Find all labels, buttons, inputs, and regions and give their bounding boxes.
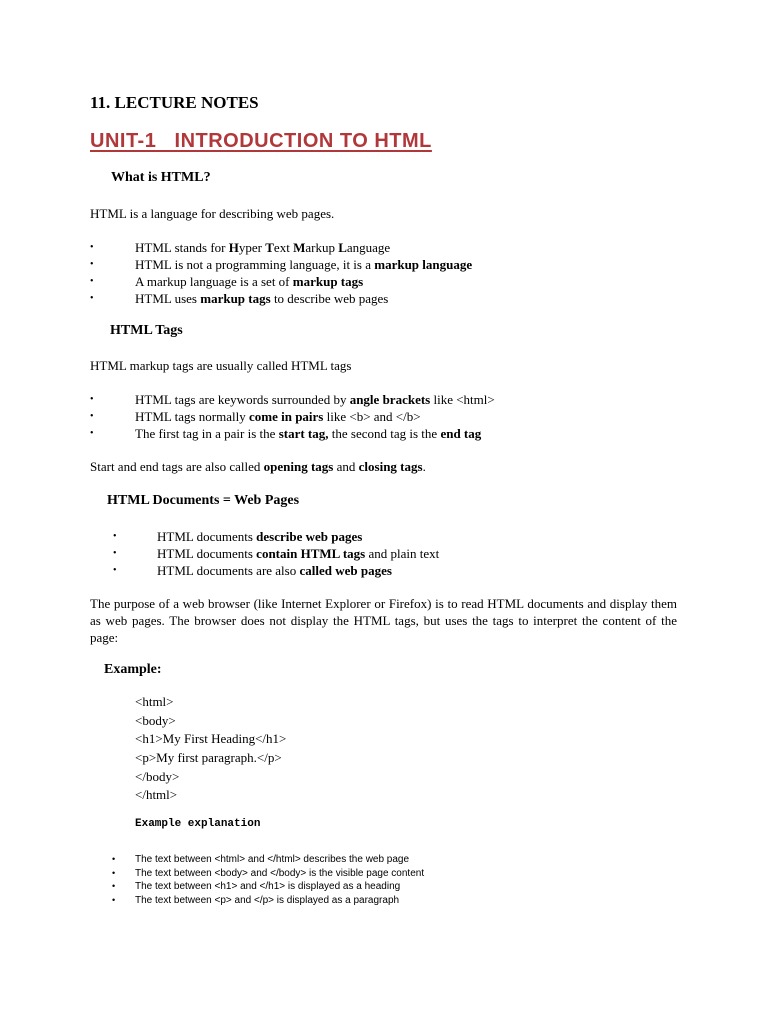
example-explanation-list — [112, 853, 424, 907]
html-tags-heading: HTML Tags — [110, 323, 183, 338]
list-item — [113, 528, 439, 545]
text-run: ext — [273, 240, 294, 255]
bullet-icon: • — [90, 293, 94, 304]
text-run: The first tag in a pair is the — [135, 426, 279, 441]
list-item — [90, 256, 472, 273]
text-run: like <b> and </b> — [323, 409, 421, 424]
list-item — [112, 880, 424, 894]
code-line: <h1>My First Heading</h1> — [135, 731, 287, 747]
lecture-notes-title: 11. LECTURE NOTES — [90, 93, 259, 112]
list-item — [90, 391, 495, 408]
list-item-text: The text between <h1> and </h1> is displayed as a heading — [135, 881, 401, 892]
bold-text: markup tags — [292, 274, 364, 289]
bold-text: T — [265, 240, 274, 255]
bold-text: describe web pages — [256, 529, 363, 544]
bullet-icon: • — [112, 854, 116, 864]
list-item — [90, 425, 495, 442]
text-run: HTML tags normally — [135, 409, 249, 424]
code-line: <body> — [135, 712, 176, 728]
what-is-html-heading: What is HTML? — [111, 170, 211, 185]
bold-text: closing tags — [358, 459, 423, 474]
bold-text: H — [228, 240, 239, 255]
bold-text: end tag — [440, 426, 482, 441]
text-run: HTML stands for — [135, 240, 229, 255]
html-tags-intro: HTML markup tags are usually called HTML tags — [90, 358, 352, 373]
list-item — [90, 273, 472, 290]
bullet-icon: • — [113, 531, 117, 542]
what-is-html-intro: HTML is a language for describing web pages. — [90, 206, 335, 221]
code-line: </body> — [135, 768, 180, 784]
bold-text: contain HTML tags — [256, 546, 366, 561]
text-run: HTML tags are keywords surrounded by — [135, 392, 350, 407]
bullet-icon: • — [90, 259, 94, 270]
example-heading: Example: — [104, 662, 162, 677]
bullet-icon: • — [90, 411, 94, 422]
list-item — [113, 562, 439, 579]
bullet-icon: • — [112, 867, 116, 878]
html-tags-bullets — [90, 391, 495, 442]
bullet-icon: • — [90, 394, 94, 405]
list-item-text: The text between <p> and </p> is displayed as a paragraph — [135, 894, 400, 906]
bullet-icon: • — [90, 242, 94, 253]
list-item — [112, 894, 424, 908]
text-run: and — [333, 459, 359, 474]
text-run: A markup language is a set of — [135, 274, 293, 289]
list-item-text: The text between <html> and </html> describes the web page — [135, 854, 410, 865]
text-run: Start and end tags are also called — [90, 459, 264, 474]
text-run: HTML documents — [157, 546, 257, 561]
text-run: anguage — [346, 240, 391, 255]
list-item — [112, 867, 424, 881]
list-item — [112, 853, 424, 867]
list-item — [113, 545, 439, 562]
bold-text: called web pages — [299, 563, 392, 578]
unit-title: UNIT-1 INTRODUCTION TO HTML — [90, 130, 432, 152]
text-run: and plain text — [365, 546, 440, 561]
bullet-icon: • — [112, 881, 116, 891]
bullet-icon: • — [90, 428, 94, 439]
bold-text: start tag, — [278, 426, 329, 441]
example-code-block — [135, 693, 286, 805]
text-run: . — [422, 459, 426, 474]
text-run: HTML documents — [157, 529, 257, 544]
bold-text: markup language — [374, 257, 473, 272]
list-item-text: The text between <body> and </body> is the visible page content — [135, 867, 425, 879]
list-item — [90, 290, 472, 307]
text-run: to describe web pages — [270, 291, 389, 306]
bold-text: markup tags — [200, 291, 271, 306]
bold-text: opening tags — [263, 459, 334, 474]
bold-text: come in pairs — [248, 409, 324, 424]
bold-text: M — [293, 240, 306, 255]
html-documents-heading: HTML Documents = Web Pages — [107, 493, 300, 508]
example-explanation-heading: Example explanation — [135, 818, 261, 830]
bullet-icon: • — [112, 894, 116, 905]
html-documents-bullets — [113, 528, 439, 579]
html-tags-closing — [90, 459, 426, 475]
code-line: <p>My first paragraph.</p> — [135, 750, 282, 766]
browser-purpose-paragraph: The purpose of a web browser (like Internet Explorer or Firefox) is to read HTML documents and display them as web pages. The browser does not display the HTML tags, but uses the tags to interpret the content of the page: — [90, 596, 677, 645]
bullet-icon: • — [113, 548, 117, 559]
text-run: HTML is not a programming language, it is a — [135, 257, 375, 272]
code-line: <html> — [135, 694, 174, 709]
what-is-html-bullets — [90, 239, 472, 307]
bullet-icon: • — [90, 276, 94, 287]
list-item — [90, 239, 472, 256]
text-run: HTML documents are also — [157, 563, 300, 578]
text-run: arkup — [305, 240, 339, 255]
code-line: </html> — [135, 787, 178, 803]
bullet-icon: • — [113, 565, 117, 576]
bold-text: angle brackets — [349, 392, 431, 407]
bold-text: L — [338, 240, 347, 255]
text-run: HTML uses — [135, 291, 201, 306]
text-run: like <html> — [430, 392, 495, 407]
text-run: the second tag is the — [328, 426, 441, 441]
text-run: yper — [238, 240, 266, 255]
list-item — [90, 408, 495, 425]
